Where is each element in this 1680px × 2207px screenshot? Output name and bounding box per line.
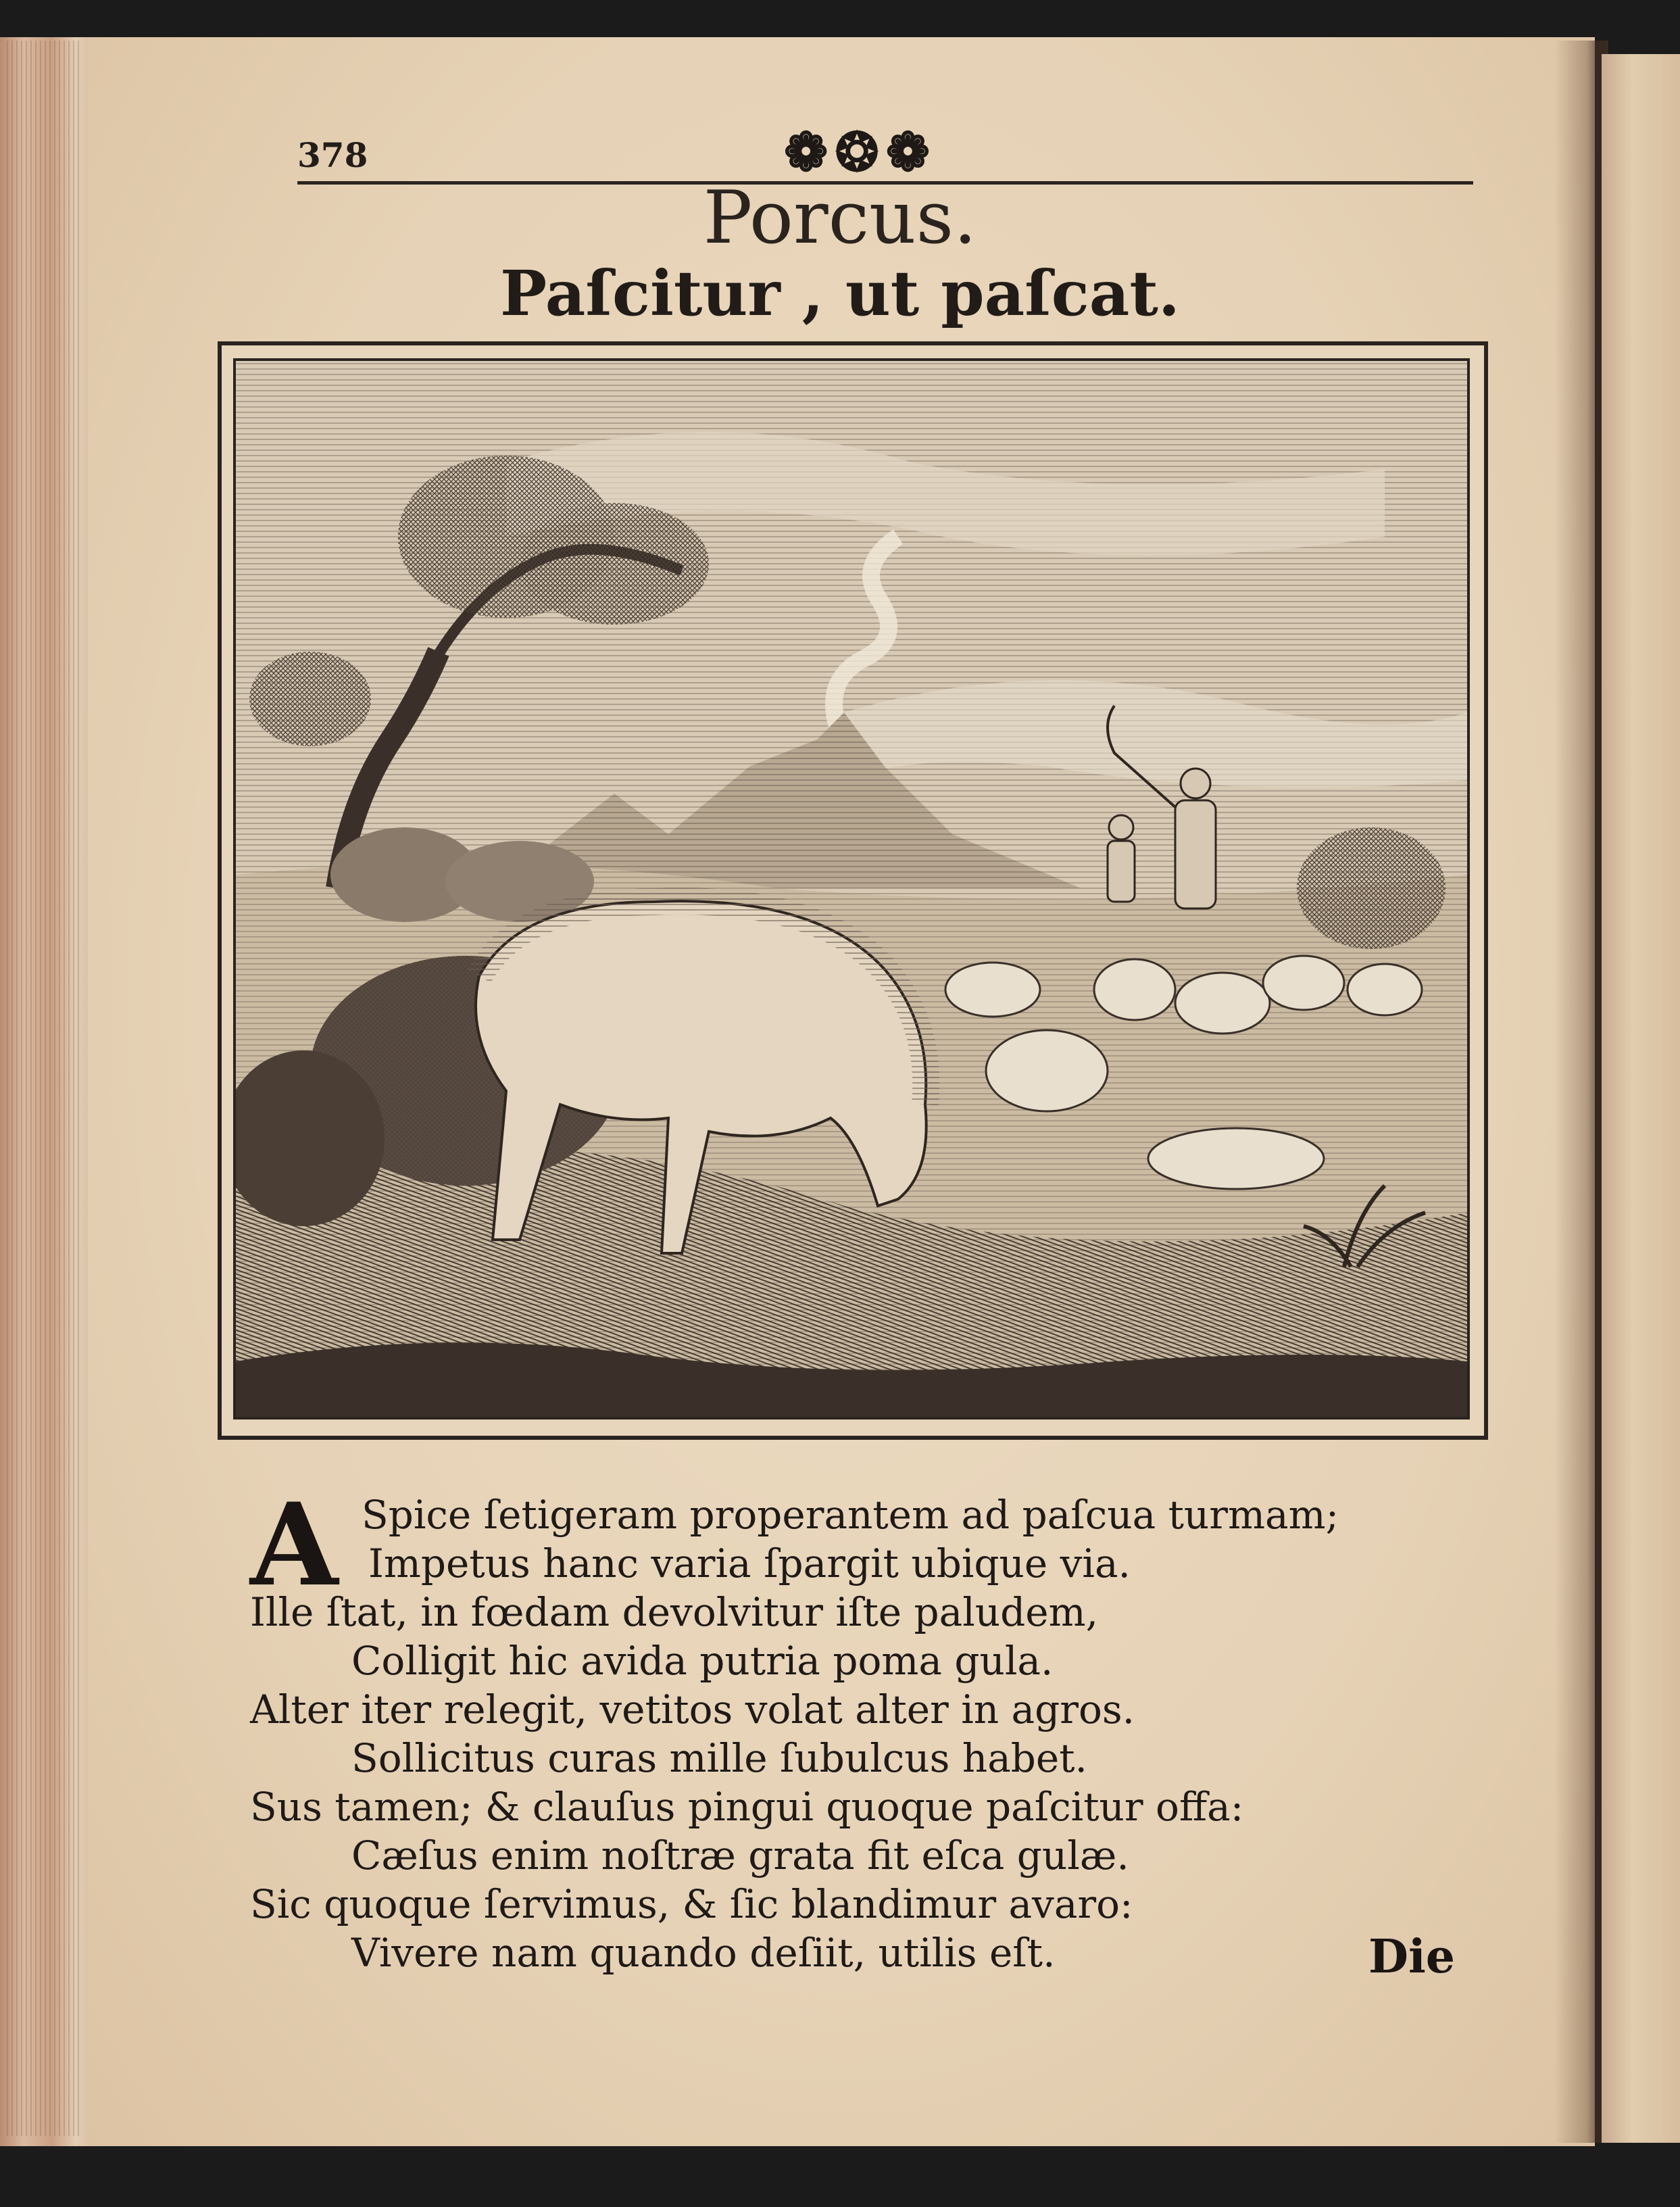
book-gutter xyxy=(1554,41,1608,2143)
poem-line: Vivere nam quando deſiit, utilis eſt. xyxy=(351,1930,1056,1976)
poem-line: Cæſus enim noſtræ grata fit eſca gulæ. xyxy=(351,1833,1129,1878)
poem-line: Colligit hic avida putria poma gula. xyxy=(351,1638,1054,1684)
facing-page-edge xyxy=(1602,54,1680,2143)
poem-text xyxy=(250,1478,1399,1977)
catchword: Die xyxy=(1368,1930,1456,1984)
emblem-motto: Paſcitur , ut paſcat. xyxy=(500,257,1180,330)
page-number: 378 xyxy=(297,135,368,175)
emblem-title: Porcus. xyxy=(703,176,977,260)
engraving-illustration xyxy=(233,358,1470,1420)
poem-line: Spice ſetigeram properantem ad paſcua turmam; xyxy=(362,1492,1339,1538)
header-ornament: ❁❂❁ xyxy=(784,122,937,183)
poem-line: Sic quoque ſervimus, & ſic blandimur avaro: xyxy=(250,1881,1133,1927)
poem-line: Impetus hanc varia ſpargit ubique via. xyxy=(368,1541,1131,1586)
drop-cap: A xyxy=(250,1478,339,1611)
poem-line: Ille ſtat, in fœdam devolvitur iſte paludem, xyxy=(250,1589,1099,1635)
poem-line: Sus tamen; & clauſus pingui quoque paſcitur offa: xyxy=(250,1784,1244,1830)
poem-line: Sollicitus curas mille ſubulcus habet. xyxy=(351,1735,1087,1781)
poem-line: Alter iter relegit, vetitos volat alter in agros. xyxy=(250,1687,1135,1732)
page-edge-lines xyxy=(7,41,81,2136)
